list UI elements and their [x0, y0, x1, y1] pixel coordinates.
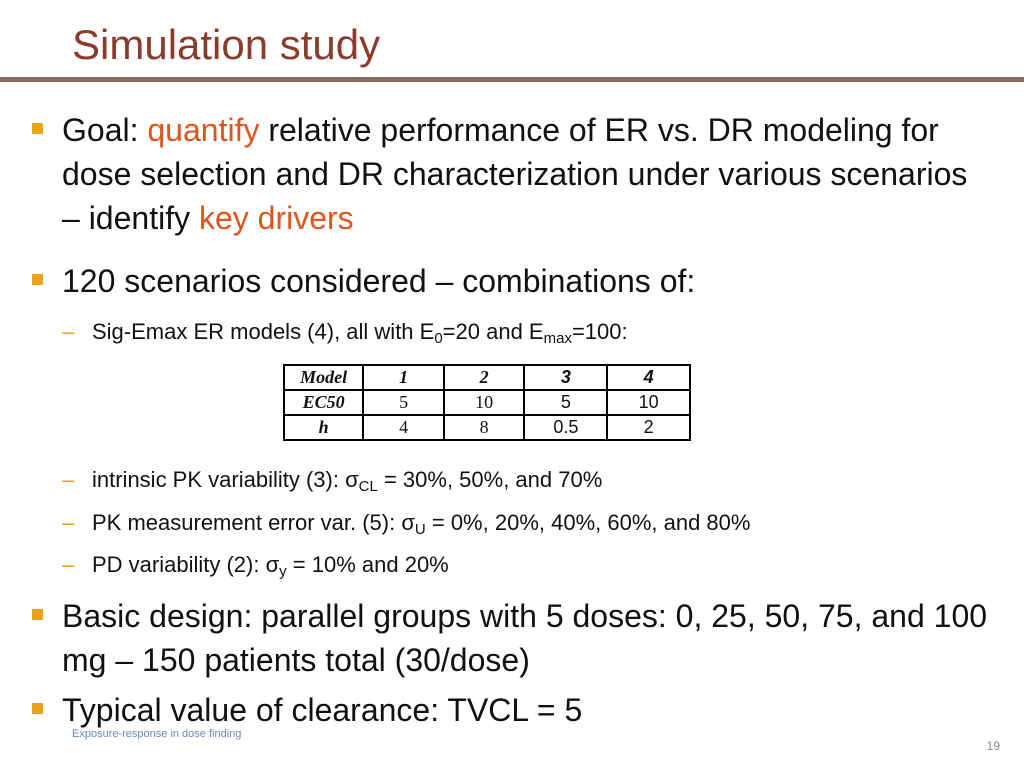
table-cell: Model	[284, 365, 363, 390]
sub-pk-variability-text	[92, 466, 602, 494]
square-bullet-icon	[32, 703, 43, 714]
dash-bullet-icon: –	[62, 467, 75, 492]
models-text-a: Sig-Emax ER models (4), all with E	[92, 319, 435, 344]
square-bullet-icon	[32, 609, 43, 620]
table-cell: 0.5	[524, 415, 607, 440]
models-sub-max: max	[543, 330, 572, 347]
pd-var-text-b: = 10% and 20%	[286, 552, 449, 577]
slide-footer: Exposure-response in dose finding	[72, 728, 242, 740]
table-cell: 4	[607, 365, 690, 390]
table-row	[284, 415, 690, 440]
table-cell: 3	[524, 365, 607, 390]
pk-var-text-a: intrinsic PK variability (3): σ	[92, 467, 359, 492]
table-row	[284, 390, 690, 415]
bullet-tvcl	[32, 688, 992, 732]
bullet-design-text: Basic design: parallel groups with 5 doses: 0, 25, 50, 75, and 100 mg – 150 patients total (30/dose)	[62, 598, 988, 678]
table-cell: 2	[607, 415, 690, 440]
table-cell: 5	[363, 390, 443, 415]
dash-bullet-icon: –	[62, 510, 75, 535]
square-bullet-icon	[32, 274, 43, 285]
dash-bullet-icon: –	[62, 552, 75, 577]
table-cell: 10	[444, 390, 525, 415]
pk-err-sub: U	[414, 521, 426, 538]
goal-highlight-key-drivers: key drivers	[198, 200, 354, 236]
sub-pk-error-text	[92, 509, 750, 537]
table-cell: 10	[607, 390, 690, 415]
models-text-b: =20 and E	[442, 319, 544, 344]
bullet-tvcl-text: Typical value of clearance: TVCL = 5	[62, 692, 583, 728]
model-parameter-table	[283, 364, 691, 441]
dash-bullet-icon: –	[62, 319, 75, 344]
bullet-scenarios	[32, 259, 992, 303]
pk-err-text-b: = 0%, 20%, 40%, 60%, and 80%	[425, 510, 751, 535]
bullet-design	[32, 594, 992, 682]
pd-var-text-a: PD variability (2): σ	[92, 552, 280, 577]
bullet-scenarios-text: 120 scenarios considered – combinations of:	[62, 263, 696, 299]
bullet-goal	[32, 108, 992, 240]
goal-prefix: Goal:	[62, 112, 148, 148]
pk-var-sub: CL	[358, 478, 378, 495]
pk-var-text-b: = 30%, 50%, and 70%	[377, 467, 603, 492]
table-cell: 2	[444, 365, 525, 390]
models-sub-0: 0	[434, 330, 443, 347]
page-number: 19	[986, 739, 1000, 753]
table-cell: 5	[524, 390, 607, 415]
table-cell: h	[284, 415, 363, 440]
sub-models-text	[92, 318, 628, 346]
sub-pd-variability-text	[92, 551, 449, 579]
models-text-c: =100:	[571, 319, 628, 344]
bullet-goal-text	[62, 108, 992, 240]
slide-title: Simulation study	[72, 21, 381, 68]
goal-highlight-quantify: quantify	[147, 112, 260, 148]
square-bullet-icon	[32, 123, 43, 134]
title-divider	[0, 77, 1024, 82]
table-cell: 4	[363, 415, 443, 440]
goal-middle: relative performance of ER vs. DR modeling for dose selection and DR characterization under various scenarios – identify	[62, 112, 968, 236]
pd-var-sub: y	[279, 563, 287, 580]
table-cell: EC50	[284, 390, 363, 415]
table-cell: 1	[363, 365, 443, 390]
table-row	[284, 365, 690, 390]
table-cell: 8	[444, 415, 525, 440]
pk-err-text-a: PK measurement error var. (5): σ	[92, 510, 415, 535]
